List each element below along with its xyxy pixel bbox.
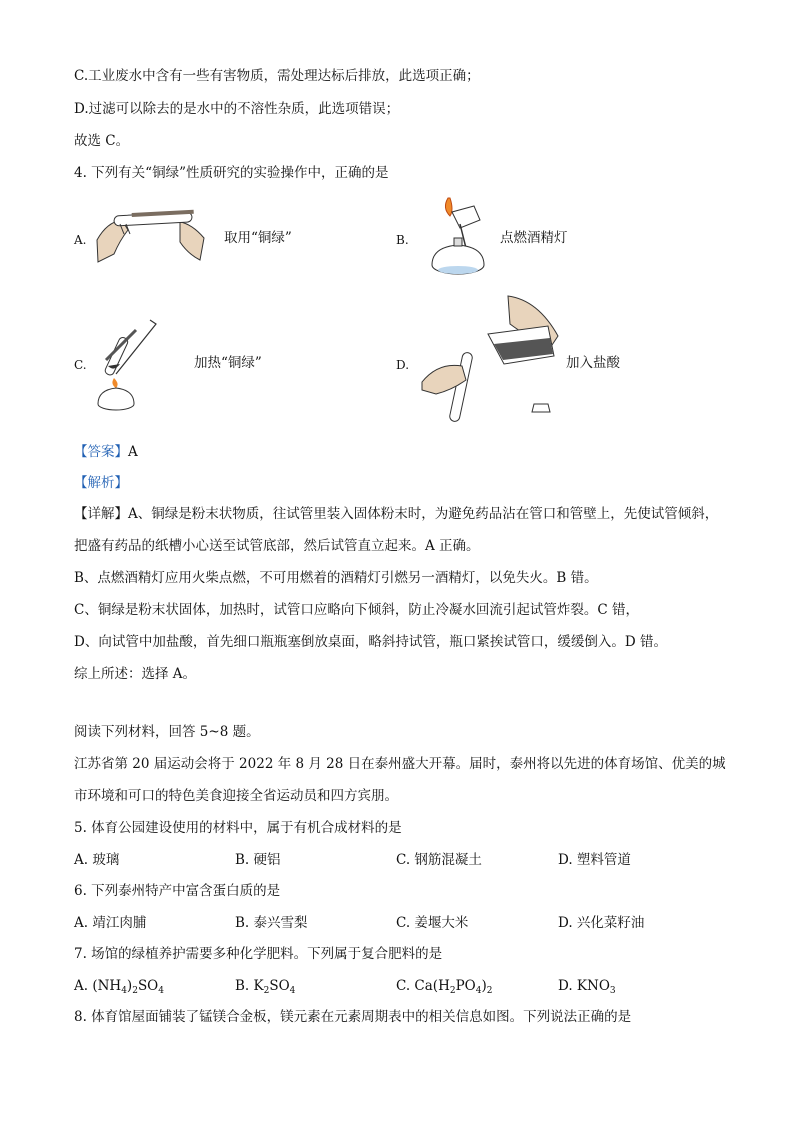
alcohol-lamp-illustration	[418, 190, 498, 280]
reading-paragraph: 市环境和可口的特色美食迎接全省运动员和四方宾朋。	[74, 788, 398, 804]
q5-option-c: C. 钢筋混凝土	[396, 852, 482, 868]
q6-option-d: D. 兴化菜籽油	[558, 915, 645, 931]
text-line: C.工业废水中含有一些有害物质，需处理达标后排放，此选项正确；	[74, 68, 480, 84]
pouring-acid-illustration	[418, 294, 568, 434]
q5-option-a: A. 玻璃	[74, 852, 120, 868]
option-c-label: 加热“铜绿”	[194, 355, 262, 371]
q6-option-a: A. 靖江肉脯	[74, 915, 147, 931]
text-line: 故选 C。	[74, 133, 130, 149]
q6-option-b: B. 泰兴雪梨	[235, 915, 308, 931]
q7-option-d: D. $KNO_3$	[558, 978, 616, 996]
heating-test-tube-illustration	[92, 316, 172, 412]
answer-tag: 【答案】	[74, 444, 128, 460]
reading-paragraph: 江苏省第 20 届运动会将于 2022 年 8 月 28 日在泰州盛大开幕。届时，泰州将以先进的体育场馆、优美的城	[74, 756, 726, 772]
question-8-stem: 8. 体育馆屋面铺装了锰镁合金板，镁元素在元素周期表中的相关信息如图。下列说法正确的是	[74, 1009, 632, 1025]
detail-line	[74, 504, 718, 524]
option-c-letter: C.	[74, 358, 87, 372]
option-a-letter: A.	[74, 233, 87, 247]
option-b-letter: B.	[396, 233, 409, 247]
q5-option-b: B. 硬铝	[235, 852, 281, 868]
question-5-stem: 5. 体育公园建设使用的材料中，属于有机合成材料的是	[74, 820, 402, 836]
q6-option-c: C. 姜堰大米	[396, 915, 469, 931]
detail-line: C、铜绿是粉末状固体，加热时，试管口应略向下倾斜，防止冷凝水回流引起试管炸裂。C 错，	[74, 602, 639, 618]
answer-line	[74, 442, 138, 462]
reading-intro: 阅读下列材料，回答 5~8 题。	[74, 724, 260, 740]
option-d-label: 加入盐酸	[566, 355, 620, 371]
detail-summary: 综上所述：选择 A。	[74, 666, 197, 682]
q7-option-b: B. $K_2SO_4$	[235, 978, 296, 996]
question-7-stem: 7. 场馆的绿植养护需要多种化学肥料。下列属于复合肥料的是	[74, 946, 443, 962]
q5-option-d: D. 塑料管道	[558, 852, 631, 868]
hands-test-tube-illustration	[92, 200, 212, 264]
q7-option-a: A. $(NH_4)_2SO_4$	[74, 978, 164, 996]
option-b-label: 点燃酒精灯	[500, 230, 568, 246]
question-6-stem: 6. 下列泰州特产中富含蛋白质的是	[74, 883, 281, 899]
detail-a-text: A、铜绿是粉末状物质，往试管里装入固体粉末时，为避免药品沾在管口和管壁上，先使试管倾斜，	[128, 506, 719, 522]
text-line: D.过滤可以除去的是水中的不溶性杂质，此选项错误；	[74, 101, 400, 117]
answer-value: A	[128, 444, 138, 460]
detail-line: B、点燃酒精灯应用火柴点燃，不可用燃着的酒精灯引燃另一酒精灯，以免失火。B 错。	[74, 570, 598, 586]
detail-line: 把盛有药品的纸槽小心送至试管底部，然后试管直立起来。A 正确。	[74, 538, 480, 554]
q7-option-c: C. $Ca(H_2PO_4)_2$	[396, 978, 493, 996]
option-a-label: 取用“铜绿”	[224, 230, 292, 246]
option-d-letter: D.	[396, 358, 410, 372]
detail-tag: 【详解】	[74, 506, 128, 522]
question-4-stem: 4. 下列有关“铜绿”性质研究的实验操作中，正确的是	[74, 165, 389, 181]
detail-line: D、向试管中加盐酸，首先细口瓶瓶塞倒放桌面，略斜持试管，瓶口紧挨试管口，缓缓倒入。D 错。	[74, 634, 667, 650]
analysis-tag: 【解析】	[74, 475, 128, 491]
